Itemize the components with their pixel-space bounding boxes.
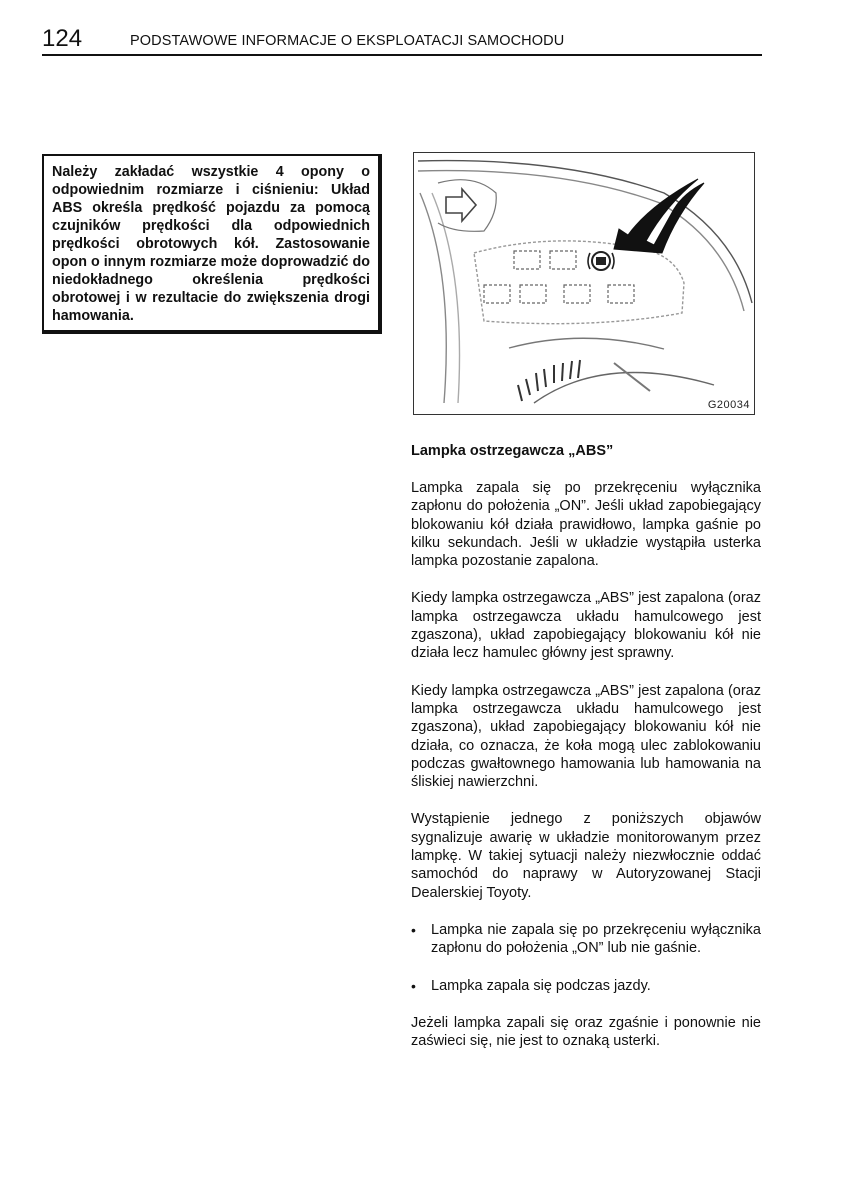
dashboard-illustration: [414, 153, 754, 414]
paragraph: Kiedy lampka ostrzegawcza „ABS” jest zapalona (oraz lampka ostrzegawcza układu hamulcowego jest zgaszona), układ zapobiegający blokowaniu kół nie działa lecz hamulec główny jest sprawny.: [411, 590, 761, 662]
abs-section: [411, 442, 761, 1069]
paragraph: Wystąpienie jednego z poniższych objawów sygnalizuje awarię w układzie monitorowanym przez lampkę. W takiej sytuacji należy niezwłocznie oddać samochód do naprawy w Autoryzowanej Stacji Dealerskiej Toyoty.: [411, 811, 761, 901]
paragraph: Lampka zapala się po przekręceniu wyłącznika zapłonu do położenia „ON”. Jeśli układ zapobiegający blokowaniu kół działa prawidłowo, lampka gaśnie po kilku sekundach. Jeśli w układzie wystąpiła usterka lampka pozostanie zapalona.: [411, 480, 761, 570]
warning-box: [42, 154, 382, 334]
bullet-icon: •: [411, 921, 416, 938]
list-item-text: Lampka nie zapala się po przekręceniu wyłącznika zapłonu do położenia „ON” lub nie gaśnie.: [431, 921, 761, 957]
figure-code: G20034: [707, 399, 750, 411]
bullet-icon: •: [411, 977, 416, 994]
page-header: [42, 26, 762, 56]
symptom-list: [411, 921, 761, 995]
arrow-pointer-icon: [614, 179, 704, 253]
page-number: 124: [42, 25, 83, 52]
warning-text: Należy zakładać wszystkie 4 opony o odpowiednim rozmiarze i ciśnieniu: Układ ABS określa prędkość pojazdu za pomocą czujników prędkości dla odpowiednich prędkości obrotowych kół. Zastosowanie opon o innym rozmiarze może doprowadzić do niedokładnego określenia prędkości obrotowej i w rezultacie do zwiększenia drogi hamowania.: [52, 164, 370, 324]
closing-paragraph: Jeżeli lampka zapali się oraz zgaśnie i ponownie nie zaświeci się, nie jest to oznaką usterki.: [411, 1014, 761, 1050]
turn-signal-arrow-icon: [438, 180, 496, 232]
list-item: [411, 977, 761, 995]
dashboard-figure: [413, 152, 755, 415]
header-title: PODSTAWOWE INFORMACJE O EKSPLOATACJI SAMOCHODU: [130, 33, 565, 49]
abs-warning-lamp-icon: [588, 252, 614, 270]
list-item: [411, 921, 761, 958]
paragraph: Kiedy lampka ostrzegawcza „ABS” jest zapalona (oraz lampka ostrzegawcza układu hamulcowego jest zgaszona), układ zapobiegający blokowaniu kół nie działa, co oznacza, że koła mogą ulec zablokowaniu podczas gwałtownego hamowania lub hamowania na śliskiej nawierzchni.: [411, 682, 761, 791]
section-title: Lampka ostrzegawcza „ABS”: [411, 443, 614, 459]
list-item-text: Lampka zapala się podczas jazdy.: [431, 977, 651, 994]
